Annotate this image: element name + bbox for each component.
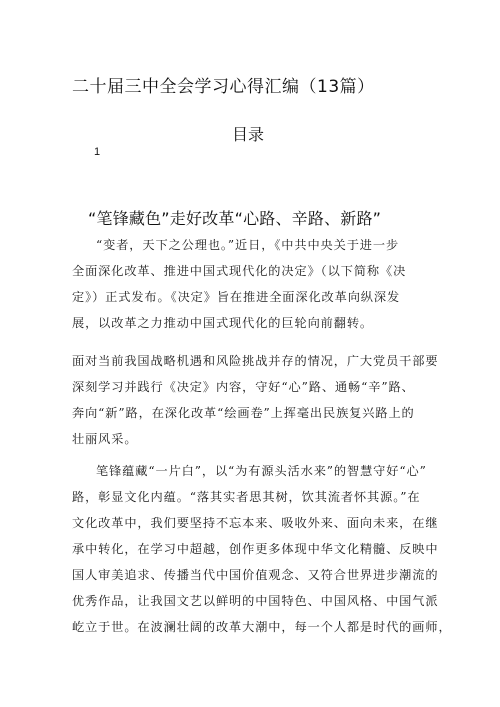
- paragraph-line: 展，以改革之力推动中国式现代化的巨轮向前翻转。: [72, 316, 374, 330]
- paragraph-line: 全面深化改革、推进中国式现代化的决定》（以下简称《决: [72, 264, 407, 278]
- paragraph-line: 优秀作品，让我国文艺以鲜明的中国特色、中国风格、中国气派: [72, 594, 439, 608]
- paragraph-line: “变者，天下之公理也。”近日，《中共中央关于进一步: [96, 238, 400, 252]
- paragraph-line: 承中转化，在学习中超越，创作更多体现中华文化精髓、反映中: [72, 542, 439, 556]
- toc-entry-number: 1: [94, 146, 101, 158]
- article-title: “笔锋藏色”走好改革“心路、辛路、新路”: [88, 209, 382, 228]
- paragraph-line: 国人审美追求、传播当代中国价值观念、又符合世界进步潮流的: [72, 568, 439, 582]
- paragraph-line: 屹立于世。在波澜壮阔的改革大潮中，每一个人都是时代的画师，: [72, 620, 452, 634]
- paragraph-line: 壮丽风采。: [72, 432, 138, 446]
- document-title: 二十届三中全会学习心得汇编（13篇）: [72, 77, 375, 97]
- paragraph-line: 奔向“新”路，在深化改革“绘画卷”上挥毫出民族复兴路上的: [72, 406, 415, 420]
- paragraph-line: 面对当前我国战略机遇和风险挑战并存的情况，广大党员干部要: [72, 354, 439, 368]
- paragraph-line: 深刻学习并践行《决定》内容，守好“心”路、通畅“辛”路、: [72, 380, 415, 394]
- paragraph-line: 定》）正式发布。《决定》旨在推进全面深化改革向纵深发: [72, 290, 401, 304]
- paragraph-line: 文化改革中，我们要坚持不忘本来、吸收外来、面向未来，在继: [72, 516, 439, 530]
- paragraph-line: 路，彰显文化内蕴。“落其实者思其树，饮其流者怀其源。”在: [72, 490, 421, 504]
- paragraph-line: 笔锋蕴藏“一片白”，以“为有源头活水来”的智慧守好“心”: [96, 464, 427, 478]
- toc-heading: 目录: [232, 125, 265, 144]
